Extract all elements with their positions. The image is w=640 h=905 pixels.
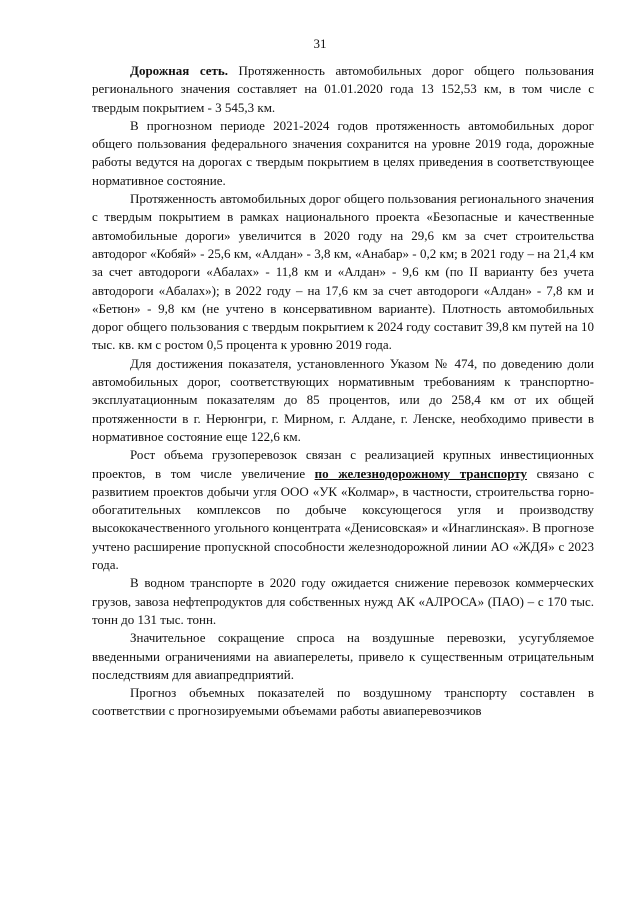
paragraph-air-forecast: Прогноз объемных показателей по воздушному транспорту составлен в соответствии с прогнозируемыми объемами работы авиаперевозчиков [92,685,594,719]
paragraph-freight-growth [92,446,594,574]
railway-transport-emphasis: по железнодорожному транспорту [314,465,528,481]
road-network-heading: Дорожная сеть. [130,63,229,78]
paragraph-regional-roads-national-project: Протяженность автомобильных дорог общего пользования регионального значения с твердым покрытием в рамках национального проекта «Безопасные и качественные автомобильные дороги» увеличится в 2020 году на 29,6 км за счет строительства автодорог «Кобяй» - 25,6 км, «Алдан» - 3,8 км, «Анабар» - 0,2 км; в 2021 году – на 21,4 км за счет автодороги «Абалах» - 11,8 км и «Алдан» - 9,6 км (по II варианту без учета автодороги «Абалах»); в 2022 году – на 17,6 км за счет автодороги «Алдан» - 7,8 км и «Бетюн» - 9,8 км (не учтено в консервативном варианте). Плотность автомобильных дорог общего пользования с твердым покрытием к 2024 году составит 39,8 км путей на 10 тыс. кв. км с ростом 0,5 процента к уровню 2019 года. [92,191,594,353]
paragraph-air-demand: Значительное сокращение спроса на воздушные перевозки, усугубляемое введенными ограничениями на авиаперелеты, привело к существенным отрицательным последствиям для авиапредприятий. [92,630,594,682]
paragraph-text: связано с развитием проектов добычи угля ООО «УК «Колмар», в частности, строительства горно-обогатительных комплексов по добыче коксующегося угля и производству высококачественного угольного концентрата «Денисовская» и «Инаглинская». В прогнозе учтено расширение пропускной способности железнодорожной линии АО «ЖДЯ» с 2023 года. [92,465,594,573]
document-body [92,62,594,721]
paragraph-forecast-federal-roads: В прогнозном периоде 2021-2024 годов протяженность автомобильных дорог общего пользования федерального значения сохранится на уровне 2019 года, дорожные работы ведутся на дорогах с твердым покрытием в целях приведения в соответствующее нормативное состояние. [92,117,594,188]
paragraph-road-network [92,62,594,117]
paragraph-water-transport: В водном транспорте в 2020 году ожидается снижение перевозок коммерческих грузов, завоза нефтепродуктов для собственных нужд АК «АЛРОСА» (ПАО) – с 170 тыс. тонн до 131 тыс. тонн. [92,575,594,627]
paragraph-decree-474: Для достижения показателя, установленного Указом № 474, по доведению доли автомобильных дорог, соответствующих нормативным требованиям к транспортно-эксплуатационным показателям до 85 процентов, или до 258,4 км от их общей протяженности в г. Нерюнгри, г. Мирном, г. Алдане, г. Ленске, необходимо привести в нормативное состояние еще 122,6 км. [92,355,594,444]
paragraph-text: Протяженность автомобильных дорог общего пользования регионального значения составляет на 01.01.2020 года 13 152,53 км, в том числе с твердым покрытием - 3 545,3 км. [92,63,594,115]
page-number: 31 [313,36,327,51]
paragraph-text: Рост объема грузоперевозок связан с реализацией крупных инвестиционных проектов, в том числе увеличение [92,447,594,481]
